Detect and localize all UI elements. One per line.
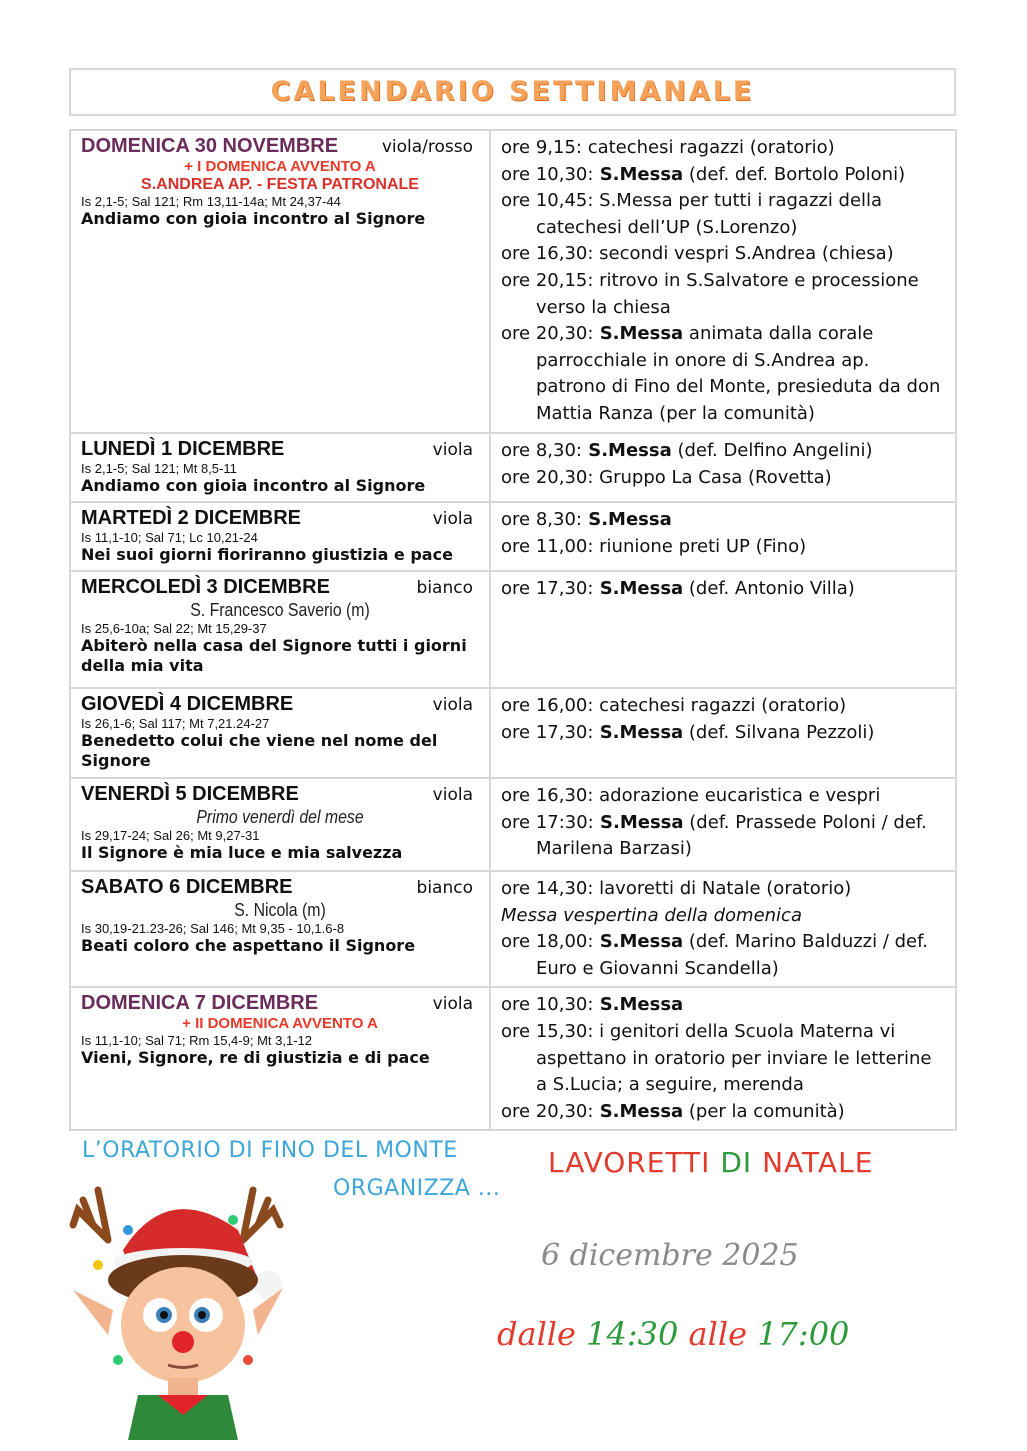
event-text: S.Messa per tutti i ragazzi della catechesi dell’UP (S.Lorenzo) <box>536 190 883 238</box>
event-item <box>501 162 945 189</box>
event-text: (def. Marino Balduzzi / def. Euro e Giovanni Scandella) <box>536 931 928 979</box>
hours-from: 14:30 <box>586 1315 679 1353</box>
event-mass: S.Messa <box>593 994 684 1016</box>
day-info-cell <box>70 688 490 778</box>
event-time: ore 10,45: <box>501 190 594 212</box>
day-header <box>81 876 479 899</box>
event-time: ore 20,30: <box>501 1100 594 1122</box>
day-header <box>81 576 479 599</box>
calendar-row <box>70 571 956 688</box>
psalm-motto: Vieni, Signore, re di giustizia e di pace <box>81 1048 430 1068</box>
title-box <box>69 68 956 116</box>
feast-subtitle: S.ANDREA AP. - FESTA PATRONALE <box>141 176 419 193</box>
event-time: ore 16,30: <box>501 243 594 265</box>
oratorio-line-2: ORGANIZZA ... <box>333 1176 501 1201</box>
day-info-cell <box>70 871 490 987</box>
day-info-cell <box>70 130 490 433</box>
day-header <box>81 507 479 530</box>
event-time: ore 8,30: <box>501 440 582 461</box>
event-text: catechesi ragazzi (oratorio) <box>581 137 835 158</box>
event-mass: S.Messa <box>593 931 684 953</box>
day-label: MARTEDÌ 2 DICEMBRE <box>81 507 302 529</box>
event-item <box>501 576 945 603</box>
feast-title: + II DOMENICA AVVENTO A <box>182 1015 378 1033</box>
event-mass: S.Messa <box>593 578 684 599</box>
hours-from-label: dalle <box>497 1315 576 1353</box>
event-text: animata dalla corale parrocchiale in onore di S.Andrea ap. patrono di Fino del Monte, presieduta da don Mattia Ranza (per la comunità) <box>536 323 941 424</box>
event-text: i genitori della Scuola Materna vi aspettano in oratorio per inviare le letterine a S.Lucia; a seguire, merenda <box>536 1020 932 1096</box>
event-time: ore 17,30: <box>501 578 594 599</box>
event-text: (def. Prassede Poloni / def. Marilena Barzasi) <box>536 811 927 860</box>
weekly-calendar-table <box>69 129 957 1131</box>
event-time: ore 10,30: <box>501 994 594 1016</box>
event-text: Gruppo La Casa (Rovetta) <box>593 466 832 488</box>
liturgical-color: viola <box>432 695 473 715</box>
day-label: MERCOLEDÌ 3 DICEMBRE <box>81 576 330 598</box>
event-time: ore 11,00: <box>501 535 594 557</box>
event-text: (def. Delfino Angelini) <box>671 440 873 461</box>
psalm-motto: Andiamo con gioia incontro al Signore <box>81 476 426 495</box>
event-item <box>501 720 945 747</box>
christmas-elf-icon <box>68 1170 288 1440</box>
event-time: ore 17:30: <box>501 811 594 833</box>
liturgical-color: viola <box>432 785 473 805</box>
calendar-row <box>70 987 956 1130</box>
event-item <box>501 188 945 241</box>
day-header <box>81 992 479 1015</box>
events-cell <box>490 130 956 433</box>
day-header <box>81 693 479 716</box>
event-note: Messa vespertina della domenica <box>501 904 802 926</box>
lavoretti-word-2: DI <box>720 1146 753 1179</box>
event-item <box>501 783 945 810</box>
saint-of-day: S. Nicola (m) <box>234 900 326 920</box>
event-item <box>501 876 945 903</box>
events-cell <box>490 502 956 571</box>
day-info-cell <box>70 987 490 1130</box>
event-text: lavoretti di Natale (oratorio) <box>593 878 852 899</box>
liturgical-color: bianco <box>416 878 473 898</box>
event-mass: S.Messa <box>593 1100 684 1122</box>
event-time: ore 8,30: <box>501 509 582 530</box>
day-label: GIOVEDÌ 4 DICEMBRE <box>81 693 294 715</box>
event-item <box>501 241 945 268</box>
psalm-motto: Il Signore è mia luce e mia salvezza <box>81 843 403 862</box>
calendar-row <box>70 130 956 433</box>
readings: Is 25,6-10a; Sal 22; Mt 15,29-37 <box>81 621 267 636</box>
readings: Is 2,1-5; Sal 121; Rm 13,11-14a; Mt 24,37-44 <box>81 194 341 209</box>
day-label: DOMENICA 30 NOVEMBRE <box>81 135 339 157</box>
feast-title: + I DOMENICA AVVENTO A <box>184 158 376 175</box>
day-info-cell <box>70 502 490 571</box>
event-mass: S.Messa <box>593 811 684 833</box>
event-item <box>501 1099 945 1126</box>
day-header <box>81 438 479 461</box>
readings: Is 11,1-10; Sal 71; Rm 15,4-9; Mt 3,1-12 <box>81 1033 312 1049</box>
event-time: ore 18,00: <box>501 931 594 953</box>
event-mass: S.Messa <box>581 440 672 461</box>
event-text: catechesi ragazzi (oratorio) <box>593 695 847 716</box>
event-item <box>501 507 945 534</box>
event-time: ore 20,30: <box>501 323 594 345</box>
day-info-cell <box>70 571 490 688</box>
events-cell <box>490 571 956 688</box>
calendar-row <box>70 778 956 871</box>
readings: Is 29,17-24; Sal 26; Mt 9,27-31 <box>81 828 260 843</box>
event-time: ore 17,30: <box>501 721 594 743</box>
day-label: VENERDÌ 5 DICEMBRE <box>81 783 299 805</box>
saint-of-day: Primo venerdì del mese <box>196 807 364 827</box>
event-mass: S.Messa <box>581 509 672 530</box>
event-item <box>501 438 945 465</box>
psalm-motto: Andiamo con gioia incontro al Signore <box>81 209 426 228</box>
event-time: ore 16,00: <box>501 695 594 716</box>
event-item <box>501 268 945 321</box>
day-header <box>81 783 479 806</box>
event-time: ore 15,30: <box>501 1020 594 1042</box>
hours-to: 17:00 <box>757 1315 850 1353</box>
event-time: ore 20,15: <box>501 269 594 291</box>
liturgical-color: viola <box>432 994 473 1015</box>
event-text: (def. Silvana Pezzoli) <box>683 721 875 743</box>
event-time: ore 20,30: <box>501 466 594 488</box>
events-cell <box>490 987 956 1130</box>
day-info-cell <box>70 433 490 502</box>
calendar-row <box>70 502 956 571</box>
event-item <box>501 321 945 427</box>
saint-of-day: S. Francesco Saverio (m) <box>190 600 370 620</box>
event-time: ore 9,15: <box>501 137 582 158</box>
event-text: (per la comunità) <box>683 1100 845 1122</box>
lavoretti-word-3: NATALE <box>762 1146 874 1179</box>
hours-to-label: alle <box>688 1315 748 1353</box>
event-hours <box>497 1315 849 1353</box>
event-item <box>501 810 945 863</box>
event-item <box>501 693 945 720</box>
day-label: LUNEDÌ 1 DICEMBRE <box>81 438 285 460</box>
event-text: (def. def. Bortolo Poloni) <box>683 163 906 185</box>
day-label: DOMENICA 7 DICEMBRE <box>81 992 319 1015</box>
events-cell <box>490 778 956 871</box>
event-item <box>501 992 945 1019</box>
event-item <box>501 135 945 162</box>
events-cell <box>490 688 956 778</box>
event-item <box>501 1019 945 1099</box>
psalm-motto: Beati coloro che aspettano il Signore <box>81 936 416 955</box>
event-item <box>501 465 945 492</box>
event-time: ore 14,30: <box>501 878 594 899</box>
readings: Is 26,1-6; Sal 117; Mt 7,21.24-27 <box>81 716 270 731</box>
psalm-motto: Abiterò nella casa del Signore tutti i giorni della mia vita <box>81 636 467 675</box>
psalm-motto: Nei suoi giorni fioriranno giustizia e pace <box>81 545 453 564</box>
event-mass: S.Messa <box>593 163 684 185</box>
event-text: riunione preti UP (Fino) <box>593 535 807 557</box>
event-time: ore 16,30: <box>501 785 594 806</box>
readings: Is 30,19-21.23-26; Sal 146; Mt 9,35 - 10,1.6-8 <box>81 921 345 936</box>
day-label: SABATO 6 DICEMBRE <box>81 876 293 898</box>
lavoretti-word-1: LAVORETTI <box>548 1146 711 1179</box>
events-cell <box>490 433 956 502</box>
event-text: (def. Antonio Villa) <box>683 578 855 599</box>
oratorio-line-1: L’ORATORIO DI FINO DEL MONTE <box>82 1138 458 1163</box>
event-text: adorazione eucaristica e vespri <box>593 785 881 806</box>
liturgical-color: viola/rosso <box>381 137 473 157</box>
readings: Is 2,1-5; Sal 121; Mt 8,5-11 <box>81 461 237 476</box>
event-item <box>501 534 945 561</box>
event-text: ritrovo in S.Salvatore e processione verso la chiesa <box>536 269 919 318</box>
event-date: 6 dicembre 2025 <box>541 1238 799 1273</box>
liturgical-color: bianco <box>416 578 473 598</box>
event-text: secondi vespri S.Andrea (chiesa) <box>593 243 894 265</box>
calendar-row <box>70 433 956 502</box>
lavoretti-title <box>548 1146 873 1179</box>
day-info-cell <box>70 778 490 871</box>
calendar-row <box>70 688 956 778</box>
events-cell <box>490 871 956 987</box>
liturgical-color: viola <box>432 440 473 460</box>
page-title: CALENDARIO SETTIMANALE <box>270 76 755 107</box>
readings: Is 11,1-10; Sal 71; Lc 10,21-24 <box>81 530 258 545</box>
psalm-motto: Benedetto colui che viene nel nome del Signore <box>81 731 438 770</box>
day-header <box>81 135 479 158</box>
liturgical-color: viola <box>432 509 473 529</box>
event-time: ore 10,30: <box>501 163 594 185</box>
event-mass: S.Messa <box>593 323 684 345</box>
event-mass: S.Messa <box>593 721 684 743</box>
calendar-row <box>70 871 956 987</box>
event-item <box>501 929 945 982</box>
